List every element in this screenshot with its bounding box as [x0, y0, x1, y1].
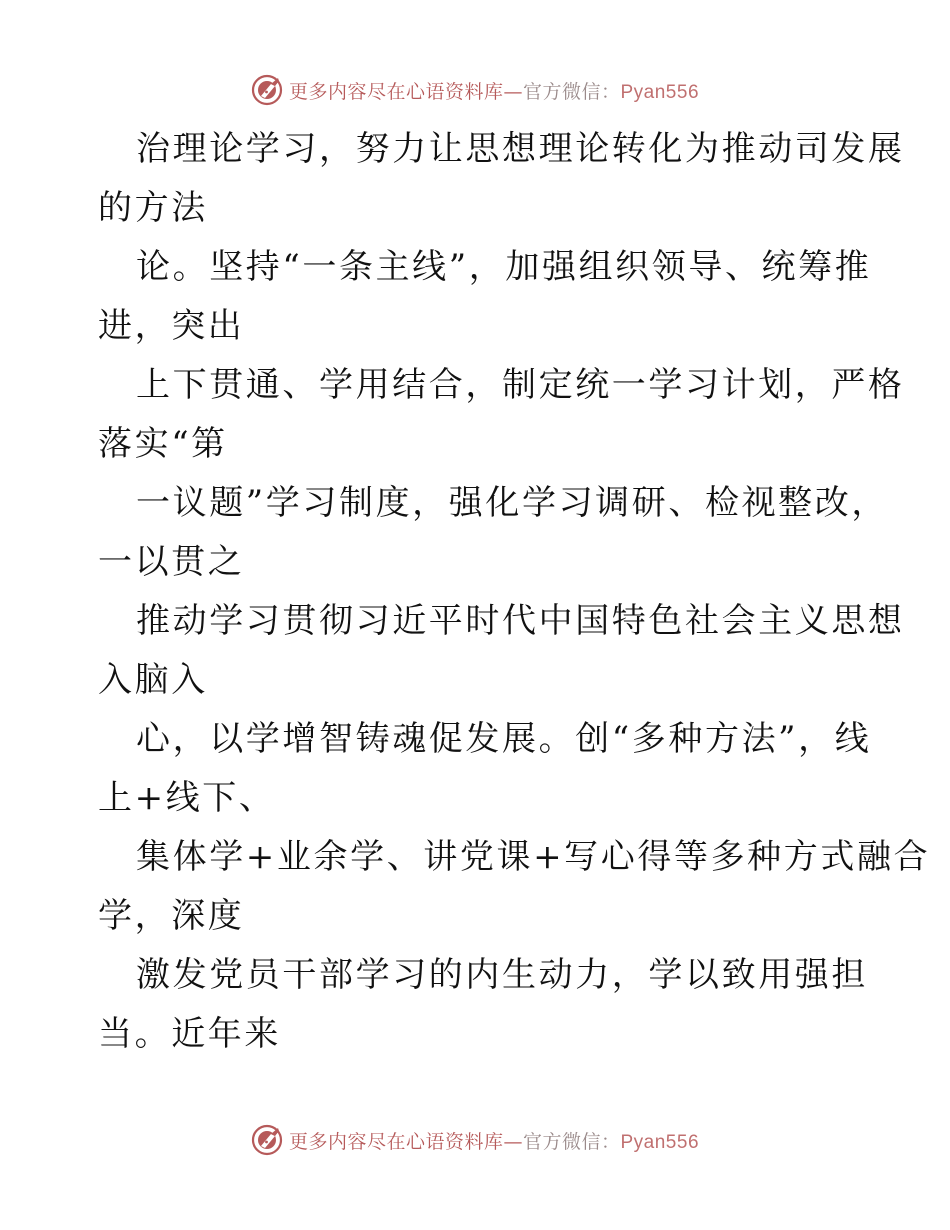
document-body: [98, 120, 931, 1064]
body-line: 上+线下、: [98, 778, 276, 818]
body-line: 学，深度: [98, 896, 245, 936]
wechat-label: 官方微信：: [522, 80, 621, 103]
body-line: 进，突出: [98, 306, 245, 346]
header-watermark-banner: [0, 70, 950, 110]
body-line: 当。近年来: [98, 1014, 281, 1054]
wechat-id: Pyan556: [620, 81, 700, 103]
separator: —: [503, 80, 523, 103]
brand-text: 更多内容尽在心语资料库: [288, 80, 504, 103]
body-line: 入脑入: [98, 660, 208, 700]
pen-nib-seal-icon: [251, 74, 283, 106]
body-line: 论。坚持“一条主线”，加强组织领导、统筹推: [136, 247, 872, 287]
body-line: 一议题”学习制度，强化学习调研、检视整改，: [136, 483, 888, 523]
body-line: 心，以学增智铸魂促发展。创“多种方法”，线: [136, 719, 872, 759]
body-line: 治理论学习，努力让思想理论转化为推动司发展: [136, 129, 905, 169]
body-line: 上下贯通、学用结合，制定统一学习计划，严格: [136, 365, 905, 405]
header-watermark-text: [289, 77, 699, 104]
brand-text: 更多内容尽在心语资料库: [288, 1130, 504, 1153]
pen-nib-seal-icon: [251, 1124, 283, 1156]
body-line: 激发党员干部学习的内生动力，学以致用强担: [136, 955, 868, 995]
body-line: 的方法: [98, 188, 208, 228]
footer-watermark-text: [289, 1127, 699, 1154]
wechat-id: Pyan556: [620, 1131, 700, 1153]
body-line: 集体学+业余学、讲党课+写心得等多种方式融合: [136, 837, 931, 877]
body-line: 落实“第: [98, 424, 228, 464]
separator: —: [503, 1130, 523, 1153]
body-line: 推动学习贯彻习近平时代中国特色社会主义思想: [136, 601, 905, 641]
wechat-label: 官方微信：: [522, 1130, 621, 1153]
body-line: 一以贯之: [98, 542, 245, 582]
footer-watermark-banner: [0, 1120, 950, 1160]
